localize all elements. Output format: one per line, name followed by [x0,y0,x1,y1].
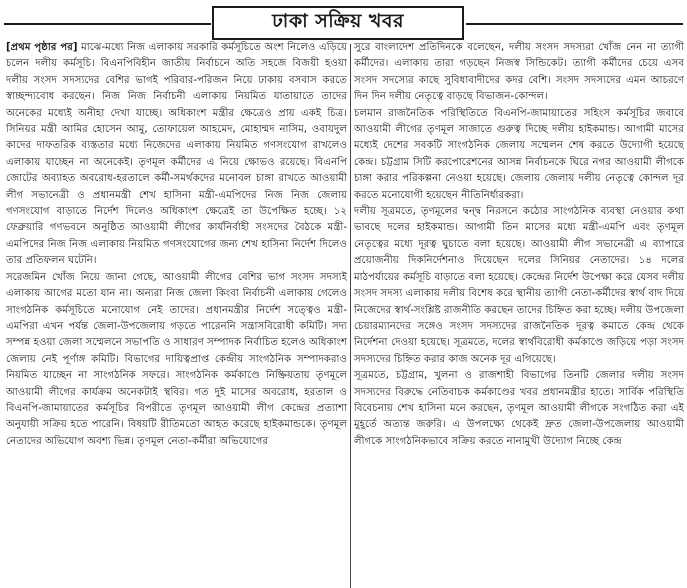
article-paragraph: চলমান রাজনৈতিক পরিস্থিতিতে বিএনপি-জামায়াতের সহিংস কর্মসূচির জবাবে আওয়ামী লীগের তৃণমূল সাজাতে গুরুত্ব দিচ্ছে দলীয় হাইকমান্ড। আগামী মাসের মধ্যেই দেশের সবকটি সাংগঠনিক জেলায় সম্মেলন শেষ করতে উদ্যোগী হয়েছে কেন্দ্র। চট্টগ্রাম সিটি করপোরেশনের আসন্ন নির্বাচনকে ঘিরে নগর আওয়ামী লীগকে চাঙ্গা করার পরিকল্পনা নেওয়া হয়েছে। জেলায় জেলায় দলীয় নেতৃত্বে কোন্দল দূর করতে মনোযোগী হয়েছেন নীতিনির্ধারকরা। [354,107,684,201]
section-header [0,0,687,44]
header-rule-right [466,23,683,25]
article-column-left [6,40,347,588]
column-divider [350,44,351,588]
article-paragraph: সরেজমিন খোঁজ নিয়ে জানা গেছে, আওয়ামী লীগের বেশির ভাগ সংসদ সদস্যই এলাকায় আগের মতো যান না। অন্যরা নিজ জেলা কিংবা নির্বাচনী এলাকায় গেলেও সাংগঠনিক কর্মসূচিতে মনোযোগ নেই তাদের। প্রধানমন্ত্রীর নির্দেশ সত্ত্বেও মন্ত্রী-এমপিরা এখন পর্যন্ত জেলা-উপজেলায় গড়তে পারেননি সন্ত্রাসবিরোধী কমিটি। সদ্য সম্পন্ন হওয়া জেলা সম্মেলনে সভাপতি ও সাধারণ সম্পাদক নির্বাচিত হলেও অধিকাংশ জেলায় নেই পূর্ণাঙ্গ কমিটি। বিভাগের দায়িত্বপ্রাপ্ত কেন্দ্রীয় সাংগঠনিক সম্পাদকরাও নিয়মিত যাচ্ছেন না সাংগঠনিক সফরে। সাংগঠনিক কর্মকাণ্ডে নিষ্ক্রিয়তায় তৃণমূলে আওয়ামী লীগের কার্যক্রম অনেকটাই স্থবির। গত দুই মাসের অবরোধ, হরতাল ও বিএনপি-জামায়াতের কর্মসূচির বিপরীতে তৃণমূল আওয়ামী লীগ কেন্দ্রের প্রত্যাশা অনুযায়ী সক্রিয় হতে পারেনি। বিষয়টি রীতিমতো আহত করেছে হাইকমান্ডকে। তৃণমূল নেতাদের অভিযোগ অবশ্য ভিন্ন। তৃণমূল নেতা-কর্মীরা অভিযোগের [6,271,347,447]
paragraph-text: মাঝে-মধ্যে নিজ এলাকায় সরকারি কর্মসূচিতে অংশ নিলেও এড়িয়ে চলেন দলীয় কর্মসূচি। বিএনপিবিহীন জাতীয় নির্বাচনে অতি সহজে বিজয়ী হওয়া দলীয় সংসদ সদস্যদের বেশির ভাগই পরিবার-পরিজন নিয়ে ঢাকায় বসবাস করতে স্বাচ্ছন্দ্যবোধ করছেন। নিজ নিজ নির্বাচনী এলাকায় নিয়মিত যাতায়াতে তাদের অনেকের মধ্যেই অনীহা দেখা যাচ্ছে। অধিকাংশ মন্ত্রীর ক্ষেত্রেও প্রায় একই চিত্র। সিনিয়র মন্ত্রী আমির হোসেন আমু, তোফায়েল আহমেদ, মোহাম্মদ নাসিম, ওবায়দুল কাদের দাফতরিক ব্যস্ততার মধ্যে নিজেদের এলাকায় নিয়মিত গণসংযোগ রাখলেও এলাকায় যাচ্ছেন না অনেকেই। তৃণমূল কর্মীদের এ নিয়ে ক্ষোভও রয়েছে। বিএনপি জোটের অব্যাহত অবরোধ-হরতালে কর্মী-সমর্থকদের মনোবল চাঙ্গা রাখতে আওয়ামী লীগ সভানেত্রী ও প্রধানমন্ত্রী শেখ হাসিনা মন্ত্রী-এমপিদের নিজ নিজ জেলায় গণসংযোগ বাড়াতে নির্দেশ দিলেও অধিকাংশ ক্ষেত্রেই তা উপেক্ষিত হচ্ছে। ১২ ফেব্রুয়ারি গণভবনে অনুষ্ঠিত আওয়ামী লীগের কার্যনির্বাহী সংসদের বৈঠকে মন্ত্রী-এমপিদের নিজ নিজ এলাকায় নিয়মিত গণসংযোগের জন্য শেখ হাসিনা নির্দেশ দিলেও তার প্রতিফলন ঘটেনি। [6,42,347,267]
article-body [6,40,684,588]
article-paragraph [6,40,347,270]
article-paragraph: সুরে বাংলাদেশ প্রতিদিনকে বলেছেন, দলীয় সংসদ সদস্যরা খোঁজ নেন না ত্যাগী কর্মীদের। এলাকায় তারা গড়ছেন নিজস্ব সিন্ডিকেট। ত্যাগী কর্মীদের চেয়ে এসব সংসদ সদস্যের কাছে সুবিধাবাদীদের কদর বেশি। সংসদ সদস্যদের এমন আচরণে দিন দিন দলীয় নেতৃত্বে বাড়ছে বিভাজন-কোন্দল। [354,42,684,103]
article-paragraph: দলীয় সূত্রমতে, তৃণমূলের দ্বন্দ্ব নিরসনে কঠোর সাংগঠনিক ব্যবস্থা নেওয়ার কথা ভাবছে দলের হাইকমান্ড। আগামী তিন মাসের মধ্যে মন্ত্রী-এমপি এবং তৃণমূল নেতৃত্বের মধ্যে দূরত্ব ঘুচাতে বলা হয়েছে। আওয়ামী লীগ সভানেত্রী এ ব্যাপারে প্রয়োজনীয় দিকনির্দেশনাও দিয়েছেন দলের সিনিয়র নেতাদের। ১৪ দলের মাঠপর্যায়ের কর্মসূচি বাড়াতে বলা হয়েছে। কেন্দ্রের নির্দেশ উপেক্ষা করে যেসব দলীয় সংসদ সদস্য এলাকায় দলীয় বিশেষ করে স্থানীয় ত্যাগী নেতা-কর্মীদের স্বার্থ বাদ দিয়ে নিজেদের স্বার্থ-সংশ্লিষ্ট রাজনীতি করছেন তাদের চিহ্নিত করা হচ্ছে। দলীয় উপজেলা চেয়ারম্যানদের সঙ্গেও সংসদ সদস্যদের রাজনৈতিক দূরত্ব কমাতে কেন্দ্র থেকে নির্দেশনা দেওয়া হয়েছে। সূত্রমতে, দলের স্বার্থবিরোধী কর্মকাণ্ডে জড়িয়ে পড়া সংসদ সদস্যদের চিহ্নিত করার কাজ অনেক দূর এগিয়েছে। [354,206,684,365]
header-rule-left [4,23,211,25]
section-title: ঢাকা সক্রিয় খবর [212,6,464,40]
article-paragraph: সূত্রমতে, চট্টগ্রাম, খুলনা ও রাজশাহী বিভাগের তিনটি জেলার দলীয় সংসদ সদস্যদের বিরুদ্ধে নেতিবাচক কর্মকাণ্ডের খবর প্রধানমন্ত্রীর হাতে। সার্বিক পরিস্থিতি বিবেচনায় শেখ হাসিনা মনে করছেন, তৃণমূল আওয়ামী লীগকে সংগঠিত করা এই মুহূর্তে অত্যন্ত জরুরি। এ উপলক্ষ্যে থেকেই দ্রুত জেলা-উপজেলায় আওয়ামী লীগকে সাংগঠনিকভাবে সক্রিয় করতে নানামুখী উদ্যোগ নিচ্ছে কেন্দ্র [354,370,684,447]
article-column-right [354,40,684,588]
continuation-tag: [প্রথম পৃষ্ঠার পর] [6,42,78,53]
